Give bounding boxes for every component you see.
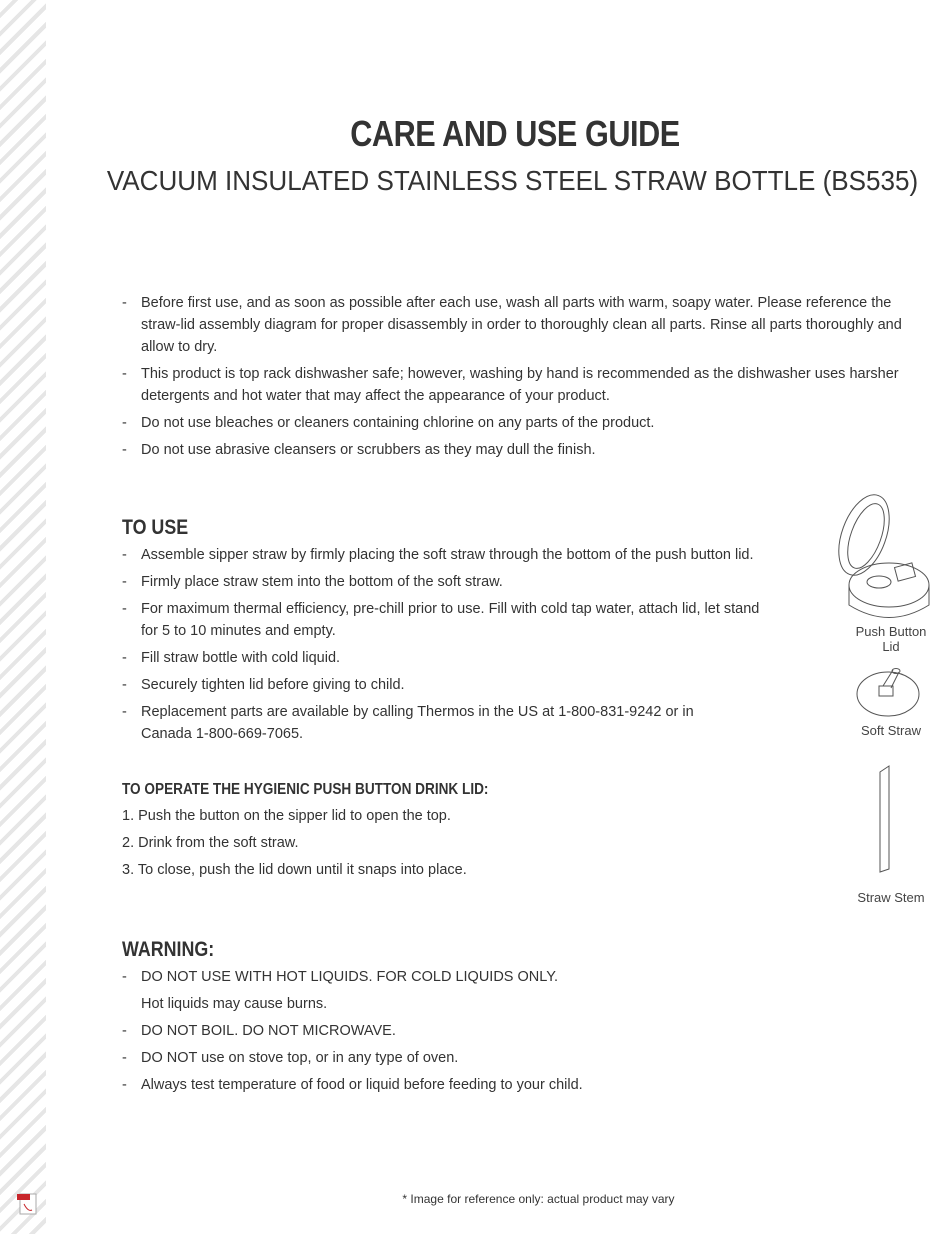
to-use-heading: TO USE — [122, 516, 189, 539]
straw-stem-label: Straw Stem — [857, 890, 925, 905]
list-item: - Assemble sipper straw by firmly placing the soft straw through the bottom of the push button lid. — [122, 547, 754, 563]
page-title: CARE AND USE GUIDE — [350, 113, 680, 154]
operate-section — [122, 778, 722, 886]
list-item: - Securely tighten lid before giving to child. — [122, 677, 405, 693]
push-button-lid-illustration — [834, 490, 944, 625]
list-item: 1. Push the button on the sipper lid to open the top. — [122, 808, 451, 824]
operate-heading: TO OPERATE THE HYGIENIC PUSH BUTTON DRINK LID: — [122, 781, 489, 798]
list-item: - Replacement parts are available by calling Thermos in the US at 1-800-831-9242 or in Canada 1-800-669-7065. — [122, 704, 694, 742]
list-item: Hot liquids may cause burns. — [141, 996, 328, 1012]
pdf-icon[interactable] — [16, 1192, 40, 1216]
warning-heading: WARNING: — [122, 938, 215, 961]
list-item: - DO NOT BOIL. DO NOT MICROWAVE. — [122, 1023, 396, 1039]
list-item: 2. Drink from the soft straw. — [122, 835, 299, 851]
page-subtitle: VACUUM INSULATED STAINLESS STEEL STRAW BOTTLE (BS535) — [106, 165, 919, 196]
to-use-section — [122, 514, 802, 750]
list-item: - This product is top rack dishwasher safe; however, washing by hand is recommended as the dishwasher uses harsher detergents and hot water that may affect the appearance of your product. — [122, 366, 899, 404]
soft-straw-illustration — [855, 662, 925, 722]
care-list — [122, 292, 912, 466]
list-item: 3. To close, push the lid down until it snaps into place. — [122, 862, 467, 878]
warning-section — [122, 936, 722, 1101]
soft-straw-label: Soft Straw — [861, 723, 921, 738]
straw-stem-illustration — [874, 764, 896, 874]
list-item: - Do not use abrasive cleansers or scrubbers as they may dull the finish. — [122, 442, 596, 458]
list-item: - Firmly place straw stem into the bottom of the soft straw. — [122, 574, 503, 590]
list-item: - DO NOT use on stove top, or in any type of oven. — [122, 1050, 459, 1066]
list-item: - Always test temperature of food or liquid before feeding to your child. — [122, 1077, 583, 1093]
list-item: - Do not use bleaches or cleaners containing chlorine on any parts of the product. — [122, 415, 655, 431]
reference-note: * Image for reference only: actual product may vary — [402, 1192, 675, 1206]
list-item: - DO NOT USE WITH HOT LIQUIDS. FOR COLD LIQUIDS ONLY. — [122, 969, 559, 985]
list-item: - Before first use, and as soon as possible after each use, wash all parts with warm, soapy water. Please reference the straw-lid assembly diagram for proper disassembly in order to thoroughly clean all parts. Rinse all parts thoroughly and allow to dry. — [122, 295, 902, 355]
list-item: - For maximum thermal efficiency, pre-chill prior to use. Fill with cold tap water, attach lid, let stand for 5 to 10 minutes and empty. — [122, 601, 760, 639]
list-item: - Fill straw bottle with cold liquid. — [122, 650, 341, 666]
push-button-lid-label: Push Button Lid — [855, 624, 927, 654]
